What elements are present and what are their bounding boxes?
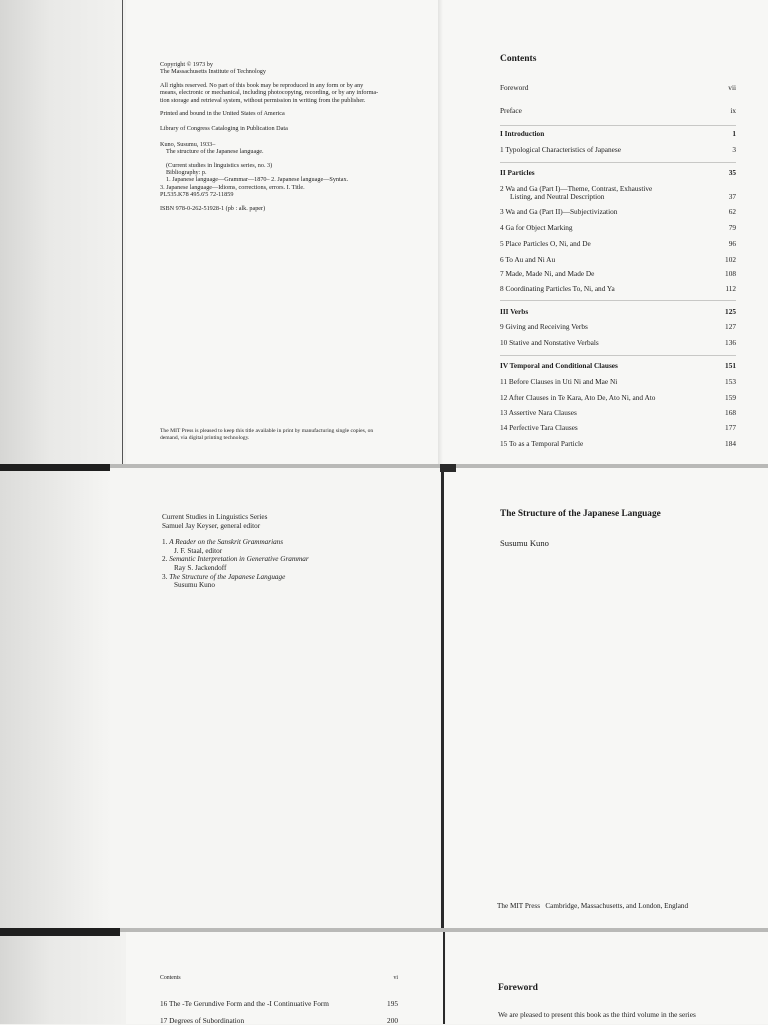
series-item-number: 3. — [162, 572, 170, 581]
title-sheet — [444, 468, 768, 928]
rights-line-2: means, electronic or mechanical, including photocopying, recording, or by any informa- — [160, 89, 379, 97]
mit-print-note — [160, 428, 373, 441]
cip-subj1: 1. Japanese language—Grammar—1870– 2. Japanese language—Syntax. — [166, 176, 349, 184]
toc-entry-title: Foreword — [500, 83, 529, 92]
contents-title: Contents — [500, 54, 537, 64]
toc-entry-page: 102 — [725, 255, 736, 264]
row-divider-1-dark — [0, 464, 110, 471]
toc-entry-page: 96 — [728, 239, 736, 248]
series-item — [162, 538, 309, 555]
series-item — [162, 573, 309, 590]
toc-entry-title: I Introduction — [500, 129, 545, 138]
section-rule-3 — [500, 300, 736, 301]
toc-entry-title: 10 Stative and Nonstative Verbals — [500, 338, 599, 347]
toc-entry-page: 108 — [725, 269, 736, 278]
toc-entry-page: 136 — [725, 338, 736, 347]
toc-entry-page: 184 — [725, 439, 736, 448]
publisher-name: The MIT Press — [497, 902, 540, 910]
toc-entry-page: 168 — [725, 408, 736, 417]
rights-line-3: tion storage and retrieval system, without permission in writing from the publisher. — [160, 96, 366, 104]
toc-entry-page: 37 — [728, 192, 736, 201]
toc-entry-title: 12 After Clauses in Te Kara, Ato De, Ato Ni, and Ato — [500, 393, 656, 402]
cip-call: PL535.K78 495.6'5 72-11859 — [160, 191, 234, 199]
cip-bib: Bibliography: p. — [166, 169, 207, 177]
series-editor: Samuel Jay Keyser, general editor — [162, 521, 261, 530]
toc-cont-entry-title: 16 The -Te Gerundive Form and the -I Continuative Form — [160, 999, 329, 1008]
running-head — [160, 975, 398, 981]
series-item-title-line — [162, 538, 309, 547]
series-item-title-line — [162, 573, 309, 582]
toc-entry-page: 177 — [725, 423, 736, 432]
toc-entry-title: Listing, and Neutral Description — [510, 192, 605, 201]
book-title: The Structure of the Japanese Language — [500, 509, 661, 519]
series-item-title: Semantic Interpretation in Generative Grammar — [169, 555, 309, 564]
toc-entry-title: 9 Giving and Receiving Verbs — [500, 322, 588, 331]
toc-cont-entry-page: 195 — [387, 999, 398, 1008]
imprint — [497, 902, 688, 910]
toc-entry-page: 151 — [725, 361, 736, 370]
book-author: Susumu Kuno — [500, 538, 549, 548]
toc-entry-page: 112 — [725, 284, 736, 293]
cip-title: Library of Congress Cataloging in Publication Data — [160, 125, 288, 133]
toc-entry-title: 3 Wa and Ga (Part II)—Subjectivization — [500, 207, 618, 216]
cip-subj2: 3. Japanese language—Idioms, corrections, errors. I. Title. — [160, 183, 305, 191]
row-divider-1 — [0, 464, 768, 468]
toc-entry-page: 153 — [725, 377, 736, 386]
series-item-title: A Reader on the Sanskrit Grammarians — [169, 538, 284, 547]
scan-edge-shadow — [0, 468, 110, 928]
toc-entry-title: 4 Ga for Object Marking — [500, 223, 573, 232]
toc-entry-page: 159 — [725, 393, 736, 402]
gutter-middle — [441, 468, 444, 928]
toc-entry-title: 6 To Au and Ni Au — [500, 255, 556, 264]
gutter-bottom — [443, 932, 445, 1024]
series-item-title-line — [162, 555, 309, 564]
toc-entry-title: 5 Place Particles O, Ni, and De — [500, 239, 591, 248]
isbn: ISBN 978-0-262-51928-1 (pb : alk. paper) — [160, 204, 266, 212]
rights-line-1: All rights reserved. No part of this book may be reproduced in any form or by any — [160, 81, 364, 89]
series-item — [162, 555, 309, 572]
toc-entry-title: IV Temporal and Conditional Clauses — [500, 361, 618, 370]
copyright-line-1: Copyright © 1973 by — [160, 61, 213, 68]
gutter-top-center — [438, 0, 443, 464]
foreword-title: Foreword — [498, 983, 538, 993]
running-head-title: Contents — [160, 975, 181, 981]
section-rule-4 — [500, 355, 736, 356]
cip-series: (Current studies in linguistics series, no. 3) — [166, 161, 273, 169]
gutter-top — [122, 0, 123, 464]
copyright-block — [160, 61, 378, 212]
toc-entry-title: 13 Assertive Nara Clauses — [500, 408, 577, 417]
series-item-number: 2. — [162, 555, 170, 564]
running-head-page: vi — [393, 975, 398, 981]
series-item-author: Ray S. Jackendoff — [174, 563, 227, 572]
toc-entry-page: 127 — [725, 322, 736, 331]
series-item-author: J. F. Staal, editor — [174, 546, 223, 555]
toc-entry-title: 15 To as a Temporal Particle — [500, 439, 584, 448]
row-divider-2-dark — [0, 928, 120, 936]
toc-entry-page: 79 — [728, 223, 736, 232]
toc-entry-title: 7 Made, Made Ni, and Made De — [500, 269, 595, 278]
series-item-author: Susumu Kuno — [174, 581, 215, 590]
toc-entry-title: II Particles — [500, 168, 535, 177]
toc-entry-page: 62 — [728, 207, 736, 216]
series-title: Current Studies in Linguistics Series — [162, 513, 268, 521]
toc-entry-title: 2 Wa and Ga (Part I)—Theme, Contrast, Exhaustive — [500, 184, 653, 193]
series-item-number: 1. — [162, 538, 170, 547]
mit-note-line-2: demand, via digital printing technology. — [160, 434, 250, 441]
toc-entry-page: 1 — [732, 129, 736, 138]
publisher-places: Cambridge, Massachusetts, and London, England — [545, 902, 689, 910]
toc-entry-title: 1 Typological Characteristics of Japanese — [500, 145, 621, 154]
toc-entry-page: 35 — [728, 168, 736, 177]
toc-entry-title: III Verbs — [500, 307, 529, 316]
toc-entry-page: ix — [730, 106, 736, 115]
foreword-text: We are pleased to present this book as the third volume in the series — [498, 1010, 696, 1019]
series-block — [162, 513, 309, 590]
toc-entry-title: 14 Perfective Tara Clauses — [500, 423, 578, 432]
series-items — [162, 538, 309, 590]
toc-entry-title: Preface — [500, 106, 522, 115]
toc-entry-page: vii — [728, 83, 736, 92]
toc-entry-title: 11 Before Clauses in Uti Ni and Mae Ni — [500, 377, 618, 386]
section-rule-1 — [500, 125, 736, 126]
toc-entry-title: 8 Coordinating Particles To, Ni, and Ya — [500, 284, 615, 293]
cip-book: The structure of the Japanese language. — [166, 148, 264, 156]
printed-line: Printed and bound in the United States of America — [160, 110, 285, 118]
scan-edge-bottom-left — [0, 932, 126, 1024]
section-rule-2 — [500, 162, 736, 163]
toc-entry-page: 3 — [732, 145, 736, 154]
series-item-title: The Structure of the Japanese Language — [169, 572, 286, 581]
toc-entry-page: 125 — [725, 307, 736, 316]
scan-edge-top-left — [0, 0, 126, 464]
toc-cont-entry-title: 17 Degrees of Subordination — [160, 1016, 245, 1025]
toc-cont-entry — [160, 999, 398, 1008]
copyright-line-2: The Massachusetts Institute of Technology — [160, 68, 266, 76]
mit-note-line-1: The MIT Press is pleased to keep this title available in print by manufacturing single copies, on — [160, 428, 374, 434]
toc-cont-entry-page: 200 — [387, 1016, 398, 1025]
cip-author: Kuno, Susumu, 1933– — [160, 140, 216, 148]
